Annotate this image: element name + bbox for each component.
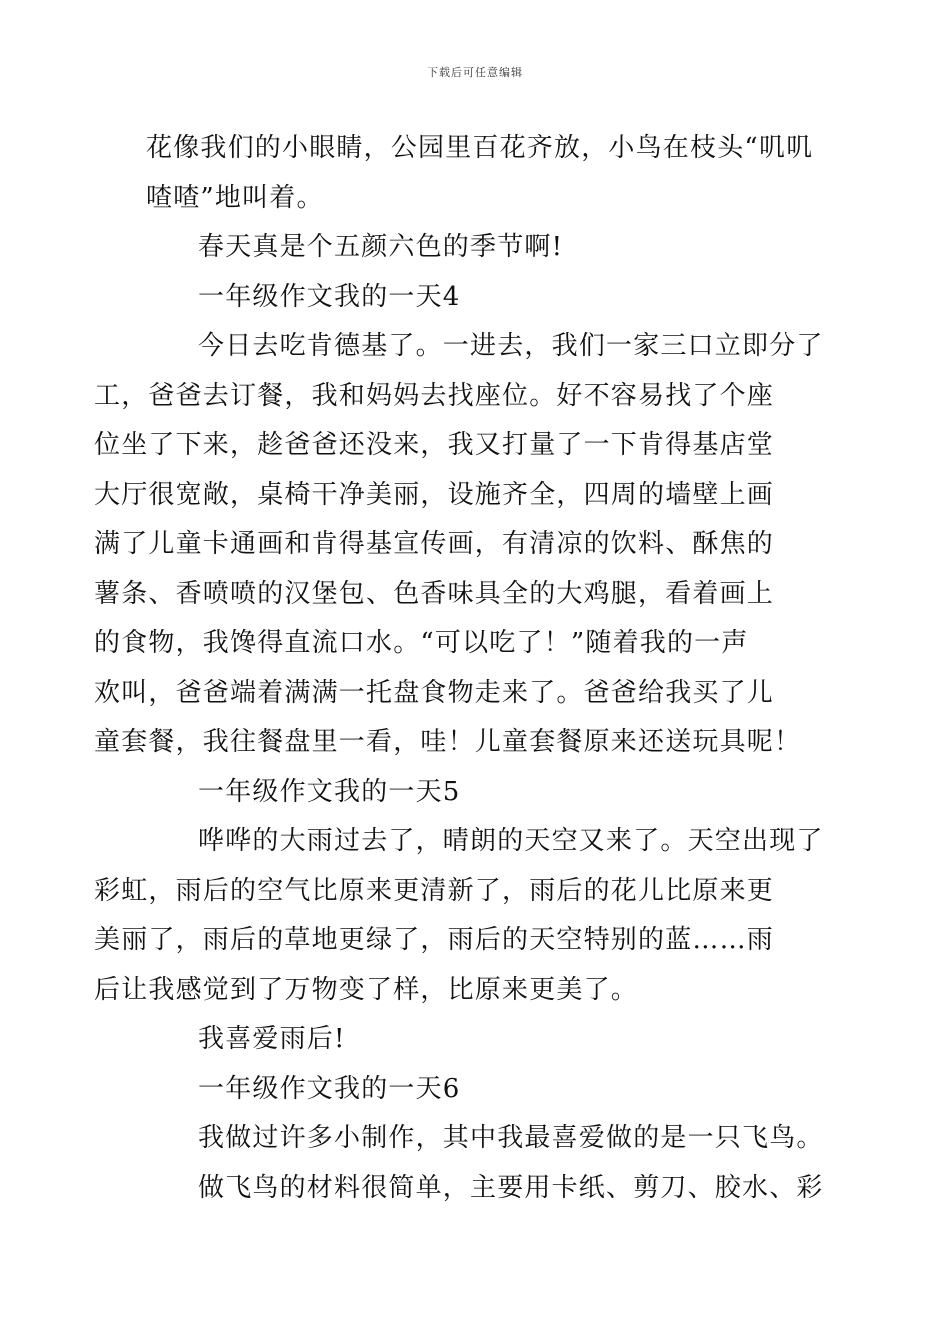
text-line: 工，爸爸去订餐，我和妈妈去找座位。好不容易找了个座 (94, 380, 775, 411)
text-line: 春天真是个五颜六色的季节啊! (198, 232, 564, 262)
text-line: 欢叫，爸爸端着满满一托盘食物走来了。爸爸给我买了儿 (94, 677, 775, 708)
text-line: 哗哗的大雨过去了，晴朗的天空又来了。天空出现了 (198, 826, 824, 856)
paragraph-6 (94, 817, 824, 1015)
text-line: 做飞鸟的材料很简单，主要用卡纸、剪刀、胶水、彩 (198, 1172, 824, 1203)
paragraph-4 (94, 322, 824, 768)
text-line: 我做过许多小制作，其中我最喜爱做的是一只飞鸟。 (198, 1123, 824, 1153)
text-line: 的食物，我馋得直流口水。“可以吃了！”随着我的一声 (94, 628, 749, 658)
paragraph-7 (146, 1015, 806, 1065)
text-line: 喳喳”地叫着。 (146, 182, 324, 213)
paragraph-9 (146, 1114, 824, 1164)
text-line: 大厅很宽敞，桌椅干净美丽，设施齐全，四周的墙壁上画 (94, 479, 775, 510)
text-line: 一年级作文我的一天6 (198, 1073, 461, 1104)
text-line: 一年级作文我的一天4 (198, 281, 461, 312)
text-line: 满了儿童卡通画和肯得基宣传画，有清凉的饮料、酥焦的 (94, 529, 775, 559)
page-header: 下载后可任意编辑 (427, 66, 523, 79)
paragraph-10 (146, 1164, 824, 1214)
text-line: 后让我感觉到了万物变了样，比原来更美了。 (94, 974, 639, 1005)
section-heading-6 (146, 1065, 806, 1115)
text-line: 位坐了下来，趁爸爸还没来，我又打量了一下肯得基店堂 (94, 430, 775, 460)
text-line: 彩虹，雨后的空气比原来更清新了，雨后的花儿比原来更 (94, 875, 775, 906)
section-heading-5 (146, 768, 806, 818)
document-body (94, 124, 824, 1213)
section-heading-4 (146, 273, 806, 323)
text-line: 童套餐，我往餐盘里一看，哇！儿童套餐原来还送玩具呢！ (94, 727, 802, 757)
text-line: 一年级作文我的一天5 (198, 776, 461, 807)
text-line: 今日去吃肯德基了。一进去，我们一家三口立即分了 (198, 331, 824, 361)
text-line: 美丽了，雨后的草地更绿了，雨后的天空特别的蓝……雨 (94, 925, 775, 955)
text-line: 我喜爱雨后! (198, 1024, 346, 1054)
paragraph-2 (146, 223, 806, 273)
paragraph-1 (146, 124, 814, 223)
text-line: 花像我们的小眼睛，公园里百花齐放，小鸟在枝头“叽叽 (146, 133, 814, 163)
text-line: 薯条、香喷喷的汉堡包、色香味具全的大鸡腿，看着画上 (94, 578, 775, 609)
